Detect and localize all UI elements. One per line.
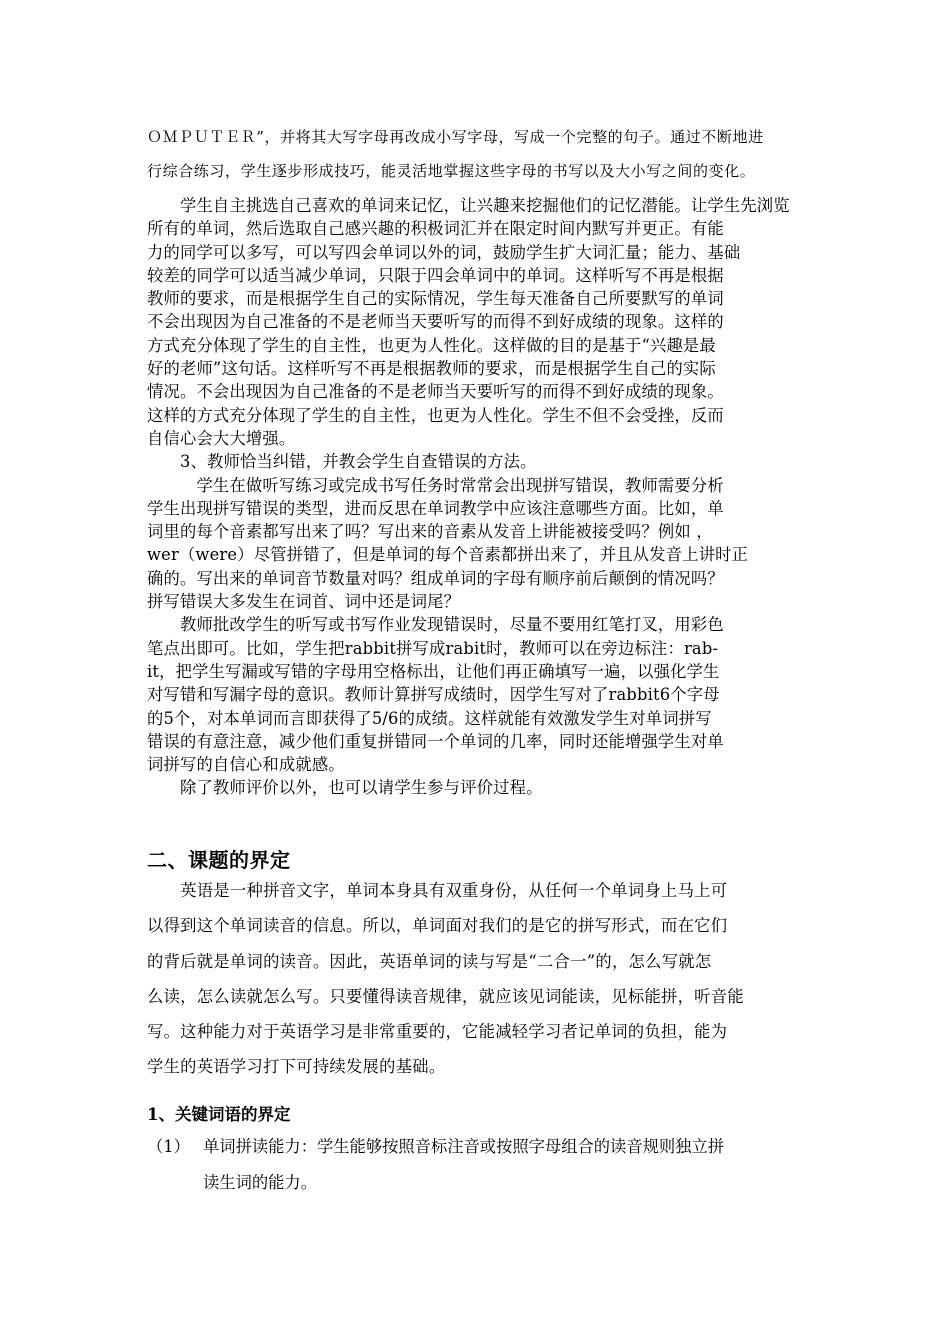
text-line: 确的。写出来的单词音节数量对吗？组成单词的字母有顺序前后颠倒的情况吗？ xyxy=(147,568,724,588)
text-line: 学生在做听写练习或完成书写任务时常常会出现拼写错误，教师需要分析 xyxy=(147,475,724,495)
text-line: 笔点出即可。比如，学生把rabbit拼写成rabit时，教师可以在旁边标注：rab- xyxy=(147,638,719,658)
text-line: 情况。不会出现因为自己准备的不是老师当天要听写的而得不到好成绩的现象。 xyxy=(147,382,724,402)
text-line: wer（were）尽管拼错了，但是单词的每个音素都拼出来了，并且从发音上讲时正 xyxy=(147,545,749,565)
text-line: 学生出现拼写错误的类型，进而反思在单词教学中应该注意哪些方面。比如，单 xyxy=(147,498,724,518)
list-item-text: 单词拼读能力：学生能够按照音标注音或按照字母组合的读音规则独立拼 xyxy=(203,1137,725,1156)
text-line: 较差的同学可以适当减少单词，只限于四会单词中的单词。这样听写不再是根据 xyxy=(147,265,724,285)
definition-paragraph xyxy=(147,873,809,1085)
text-line: 教师批改学生的听写或书写作业发现错误时，尽量不要用红笔打叉，用彩色 xyxy=(147,615,724,635)
text-line: 英语是一种拼音文字，单词本身具有双重身份，从任何一个单词身上马上可 xyxy=(147,881,728,900)
text-line: 学生的英语学习打下可持续发展的基础。 xyxy=(147,1057,446,1077)
text-line: 词里的每个音素都写出来了吗？写出来的音素从发音上讲能被接受吗？例如 ， xyxy=(147,522,713,542)
body-paragraphs xyxy=(147,194,809,800)
text-line: 么读，怎么读就怎么写。只要懂得读音规律，就应该见词能读，见标能拼，听音能 xyxy=(147,986,744,1006)
text-line: 好的老师”这句话。这样听写不再是根据教师的要求，而是根据学生自己的实际 xyxy=(147,359,716,379)
text-line: 3、教师恰当纠错，并教会学生自查错误的方法。 xyxy=(147,452,537,472)
text-line: 对写错和写漏字母的意识。教师计算拼写成绩时，因学生写对了rabbit6个字母 xyxy=(147,685,720,705)
text-line: 方式充分体现了学生的自主性，也更为人性化。这样做的目的是基于“兴趣是最 xyxy=(147,335,716,355)
text-line: 词拼写的自信心和成就感。 xyxy=(147,755,345,775)
subsection-heading: 1、关键词语的界定 xyxy=(147,1105,291,1124)
text-line: 这样的方式充分体现了学生的自主性，也更为人性化。学生不但不会受挫，反而 xyxy=(147,405,724,425)
text-line: 错误的有意注意，减少他们重复拼错同一个单词的几率，同时还能增强学生对单 xyxy=(147,731,724,751)
text-line: ＯＭＰＵＴＥＲ”，并将其大写字母再改成小写字母，写成一个完整的句子。通过不断地进 xyxy=(147,128,764,146)
text-line: 力的同学可以多写，可以写四会单词以外的词，鼓励学生扩大词汇量；能力、基础 xyxy=(147,242,741,262)
text-line: 所有的单词，然后选取自己感兴趣的积极词汇并在限定时间内默写并更正。有能 xyxy=(147,219,724,239)
text-line: 的5个，对本单词而言即获得了5/6的成绩。这样就能有效激发学生对单词拼写 xyxy=(147,708,712,728)
text-line: 的背后就是单词的读音。因此，英语单词的读与写是“二合一”的，怎么写就怎 xyxy=(147,951,712,971)
text-line: 学生自主挑选自己喜欢的单词来记忆，让兴趣来挖掘他们的记忆潜能。让学生先浏览 xyxy=(147,196,790,215)
list-item-number: （1） xyxy=(147,1137,190,1156)
text-line: 自信心会大大增强。 xyxy=(147,428,296,448)
text-line: 行综合练习，学生逐步形成技巧，能灵活地掌握这些字母的书写以及大小写之间的变化。 xyxy=(147,162,756,180)
text-line: 除了教师评价以外，也可以请学生参与评价过程。 xyxy=(147,778,543,798)
text-line: 不会出现因为自己准备的不是老师当天要听写的而得不到好成绩的现象。这样的 xyxy=(147,312,724,332)
text-line: it，把学生写漏或写错的字母用空格标出，让他们再正确填写一遍，以强化学生 xyxy=(147,661,720,681)
text-line: 教师的要求，而是根据学生自己的实际情况，学生每天准备自己所要默写的单词 xyxy=(147,289,724,309)
text-line: 以得到这个单词读音的信息。所以，单词面对我们的是它的拼写形式，而在它们 xyxy=(147,916,728,936)
section-heading: 二、课题的界定 xyxy=(147,848,291,872)
paragraph-continuation xyxy=(147,120,809,188)
text-line: 拼写错误大多发生在词首、词中还是词尾？ xyxy=(147,592,461,612)
text-line: 写。这种能力对于英语学习是非常重要的，它能减轻学习者记单词的负担，能为 xyxy=(147,1022,728,1042)
list-item xyxy=(147,1129,809,1209)
list-item-text-continued: 读生词的能力。 xyxy=(203,1173,317,1192)
